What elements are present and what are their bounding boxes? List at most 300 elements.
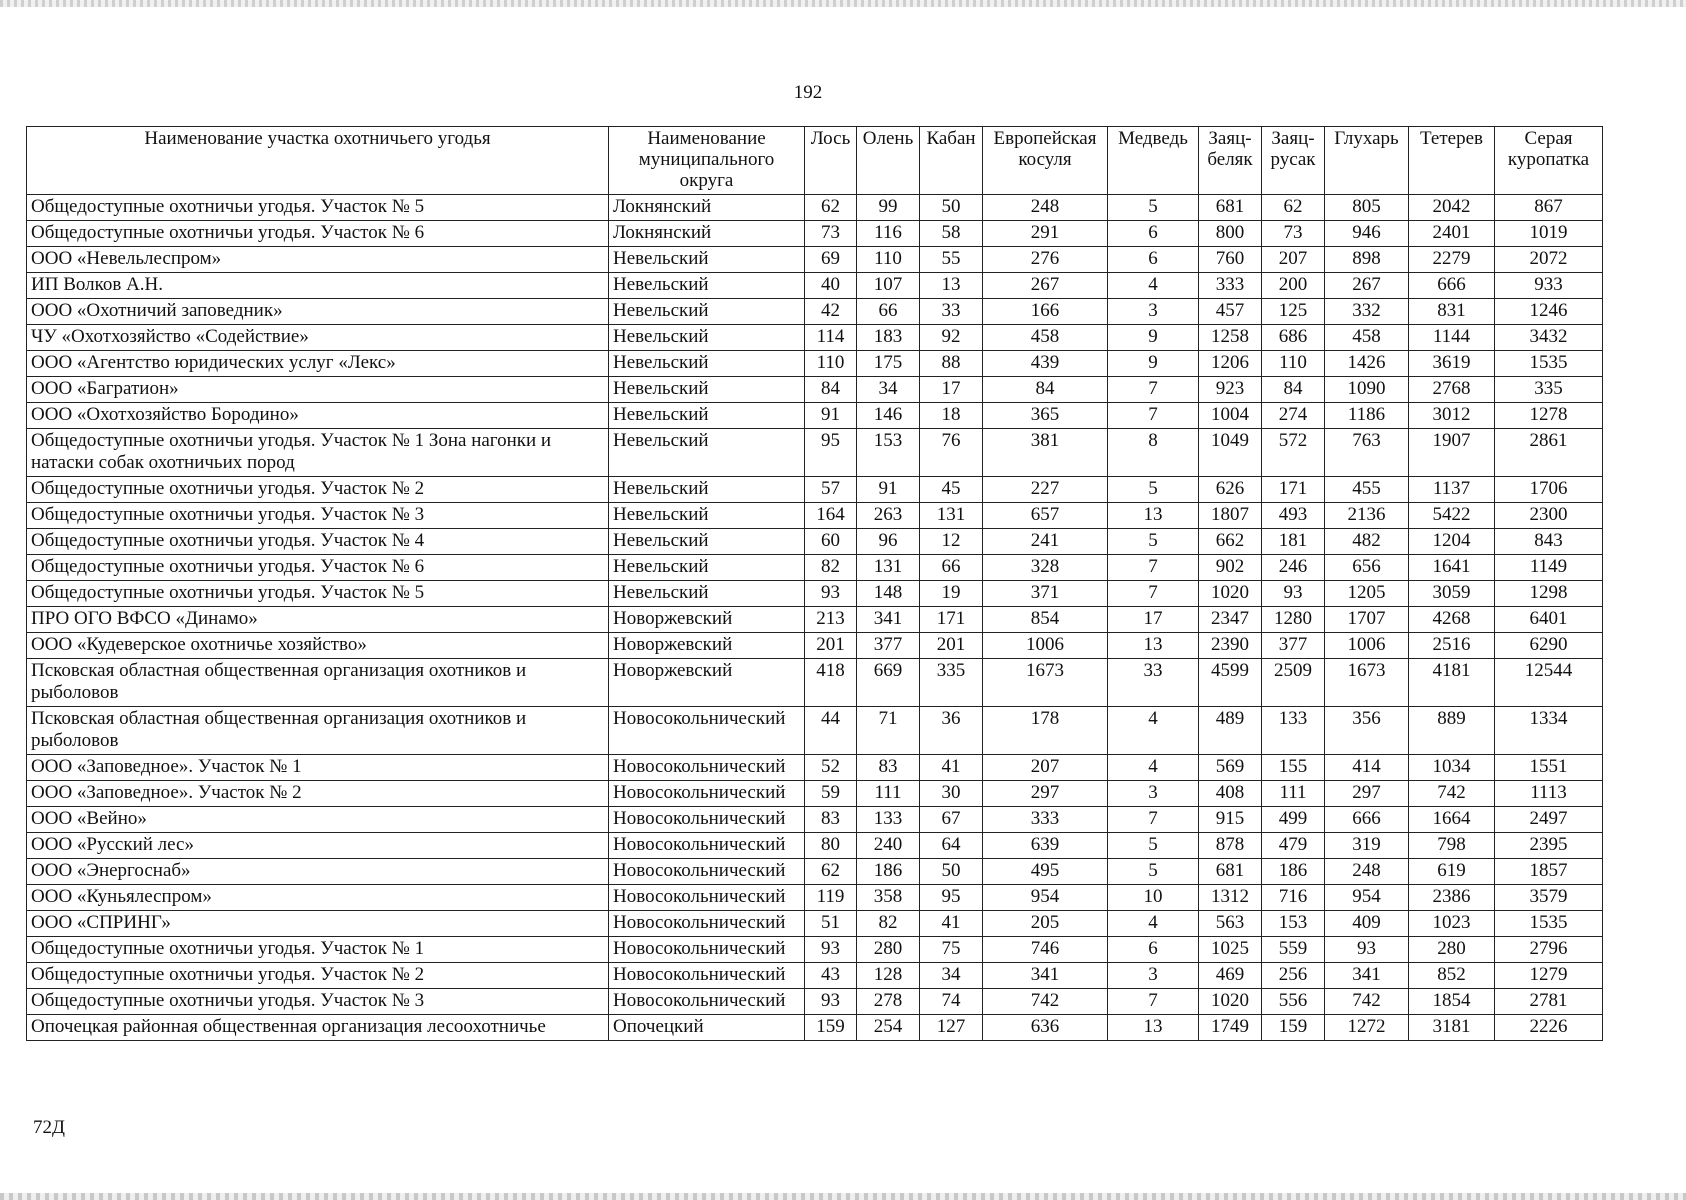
cell-value: 409 (1325, 911, 1409, 937)
cell-value: 1272 (1325, 1015, 1409, 1041)
cell-value: 146 (857, 403, 920, 429)
cell-value: 171 (1262, 477, 1325, 503)
cell-value: 267 (983, 273, 1108, 299)
cell-value: 1664 (1409, 807, 1495, 833)
cell-value: 83 (805, 807, 857, 833)
cell-value: 1749 (1199, 1015, 1262, 1041)
cell-value: 371 (983, 581, 1108, 607)
cell-value: 84 (1262, 377, 1325, 403)
cell-value: 178 (983, 707, 1108, 755)
cell-value: 414 (1325, 755, 1409, 781)
cell-value: 64 (920, 833, 983, 859)
cell-value: 4599 (1199, 659, 1262, 707)
cell-value: 62 (805, 195, 857, 221)
cell-ground-name: Опочецкая районная общественная организация лесоохотничье (27, 1015, 609, 1041)
cell-value: 2796 (1495, 937, 1603, 963)
table-row (27, 989, 1603, 1015)
cell-value: 254 (857, 1015, 920, 1041)
scan-edge-bottom (0, 1193, 1686, 1200)
cell-value: 127 (920, 1015, 983, 1041)
cell-value: 662 (1199, 529, 1262, 555)
table-row (27, 781, 1603, 807)
cell-value: 12 (920, 529, 983, 555)
cell-value: 4 (1108, 755, 1199, 781)
cell-ground-name: Псковская областная общественная организация охотников и рыболовов (27, 659, 609, 707)
cell-district: Новосокольнический (609, 755, 805, 781)
cell-value: 99 (857, 195, 920, 221)
cell-value: 59 (805, 781, 857, 807)
cell-value: 499 (1262, 807, 1325, 833)
cell-value: 381 (983, 429, 1108, 477)
cell-value: 34 (920, 963, 983, 989)
cell-value: 34 (857, 377, 920, 403)
cell-value: 175 (857, 351, 920, 377)
cell-value: 110 (857, 247, 920, 273)
cell-value: 852 (1409, 963, 1495, 989)
header-species: Заяц-беляк (1199, 127, 1262, 195)
cell-value: 666 (1325, 807, 1409, 833)
table-row (27, 377, 1603, 403)
table-row (27, 937, 1603, 963)
cell-district: Новосокольнический (609, 833, 805, 859)
cell-value: 341 (857, 607, 920, 633)
cell-value: 207 (1262, 247, 1325, 273)
cell-value: 1137 (1409, 477, 1495, 503)
cell-value: 2509 (1262, 659, 1325, 707)
cell-ground-name: ООО «Заповедное». Участок № 1 (27, 755, 609, 781)
cell-value: 1857 (1495, 859, 1603, 885)
cell-value: 763 (1325, 429, 1409, 477)
cell-value: 1706 (1495, 477, 1603, 503)
cell-value: 1025 (1199, 937, 1262, 963)
cell-value: 110 (1262, 351, 1325, 377)
cell-value: 1298 (1495, 581, 1603, 607)
cell-value: 1535 (1495, 911, 1603, 937)
cell-value: 2395 (1495, 833, 1603, 859)
cell-value: 66 (920, 555, 983, 581)
cell-value: 8 (1108, 429, 1199, 477)
cell-ground-name: Общедоступные охотничьи угодья. Участок № 2 (27, 477, 609, 503)
cell-value: 267 (1325, 273, 1409, 299)
cell-value: 153 (1262, 911, 1325, 937)
cell-ground-name: Общедоступные охотничьи угодья. Участок № 3 (27, 503, 609, 529)
cell-district: Невельский (609, 581, 805, 607)
cell-value: 84 (805, 377, 857, 403)
cell-value: 3579 (1495, 885, 1603, 911)
cell-value: 1535 (1495, 351, 1603, 377)
cell-value: 902 (1199, 555, 1262, 581)
table-row (27, 299, 1603, 325)
cell-value: 1807 (1199, 503, 1262, 529)
cell-district: Невельский (609, 377, 805, 403)
cell-value: 619 (1409, 859, 1495, 885)
cell-value: 1426 (1325, 351, 1409, 377)
cell-value: 656 (1325, 555, 1409, 581)
cell-value: 341 (983, 963, 1108, 989)
cell-value: 82 (857, 911, 920, 937)
table-row (27, 555, 1603, 581)
cell-value: 186 (1262, 859, 1325, 885)
cell-value: 2347 (1199, 607, 1262, 633)
cell-value: 131 (920, 503, 983, 529)
cell-value: 2226 (1495, 1015, 1603, 1041)
cell-value: 133 (857, 807, 920, 833)
cell-ground-name: ООО «Багратион» (27, 377, 609, 403)
cell-value: 6 (1108, 221, 1199, 247)
cell-value: 482 (1325, 529, 1409, 555)
cell-value: 1673 (983, 659, 1108, 707)
cell-value: 57 (805, 477, 857, 503)
cell-district: Невельский (609, 555, 805, 581)
footer-code: 72Д (33, 1117, 65, 1138)
header-name: Наименование участка охотничьего угодья (27, 127, 609, 195)
cell-value: 7 (1108, 555, 1199, 581)
cell-ground-name: ПРО ОГО ВФСО «Динамо» (27, 607, 609, 633)
cell-value: 131 (857, 555, 920, 581)
cell-value: 111 (1262, 781, 1325, 807)
cell-ground-name: ООО «СПРИНГ» (27, 911, 609, 937)
cell-value: 7 (1108, 989, 1199, 1015)
cell-value: 954 (983, 885, 1108, 911)
cell-value: 1278 (1495, 403, 1603, 429)
cell-value: 335 (1495, 377, 1603, 403)
cell-value: 12544 (1495, 659, 1603, 707)
header-species: Европейская косуля (983, 127, 1108, 195)
cell-district: Невельский (609, 273, 805, 299)
cell-value: 30 (920, 781, 983, 807)
cell-value: 17 (1108, 607, 1199, 633)
cell-value: 297 (1325, 781, 1409, 807)
cell-value: 495 (983, 859, 1108, 885)
cell-value: 2861 (1495, 429, 1603, 477)
cell-value: 280 (1409, 937, 1495, 963)
cell-value: 933 (1495, 273, 1603, 299)
cell-value: 4 (1108, 911, 1199, 937)
cell-value: 36 (920, 707, 983, 755)
cell-value: 356 (1325, 707, 1409, 755)
cell-value: 278 (857, 989, 920, 1015)
cell-value: 6290 (1495, 633, 1603, 659)
cell-value: 4 (1108, 273, 1199, 299)
cell-value: 2386 (1409, 885, 1495, 911)
cell-value: 88 (920, 351, 983, 377)
table-row (27, 403, 1603, 429)
table-row (27, 221, 1603, 247)
cell-value: 1206 (1199, 351, 1262, 377)
cell-district: Новосокольнический (609, 781, 805, 807)
table-row (27, 807, 1603, 833)
cell-value: 439 (983, 351, 1108, 377)
table-row (27, 911, 1603, 937)
cell-value: 6 (1108, 937, 1199, 963)
cell-value: 67 (920, 807, 983, 833)
cell-value: 119 (805, 885, 857, 911)
cell-value: 7 (1108, 377, 1199, 403)
cell-value: 76 (920, 429, 983, 477)
cell-value: 5422 (1409, 503, 1495, 529)
cell-value: 742 (1325, 989, 1409, 1015)
cell-district: Невельский (609, 299, 805, 325)
cell-value: 153 (857, 429, 920, 477)
cell-value: 55 (920, 247, 983, 273)
table-row (27, 833, 1603, 859)
cell-value: 4 (1108, 707, 1199, 755)
cell-value: 843 (1495, 529, 1603, 555)
cell-value: 333 (983, 807, 1108, 833)
table-row (27, 581, 1603, 607)
cell-value: 52 (805, 755, 857, 781)
cell-value: 1204 (1409, 529, 1495, 555)
cell-value: 166 (983, 299, 1108, 325)
cell-value: 246 (1262, 555, 1325, 581)
cell-value: 867 (1495, 195, 1603, 221)
cell-value: 84 (983, 377, 1108, 403)
cell-value: 5 (1108, 859, 1199, 885)
cell-value: 276 (983, 247, 1108, 273)
cell-value: 2781 (1495, 989, 1603, 1015)
cell-district: Новоржевский (609, 633, 805, 659)
cell-value: 1641 (1409, 555, 1495, 581)
cell-ground-name: Общедоступные охотничьи угодья. Участок № 4 (27, 529, 609, 555)
cell-value: 111 (857, 781, 920, 807)
cell-ground-name: Общедоступные охотничьи угодья. Участок № 5 (27, 195, 609, 221)
cell-value: 13 (920, 273, 983, 299)
cell-value: 263 (857, 503, 920, 529)
cell-value: 183 (857, 325, 920, 351)
cell-value: 3432 (1495, 325, 1603, 351)
cell-value: 377 (1262, 633, 1325, 659)
cell-district: Локнянский (609, 195, 805, 221)
cell-value: 3 (1108, 963, 1199, 989)
cell-ground-name: Общедоступные охотничьи угодья. Участок № 2 (27, 963, 609, 989)
cell-ground-name: ООО «Агентство юридических услуг «Лекс» (27, 351, 609, 377)
table-row (27, 859, 1603, 885)
cell-value: 227 (983, 477, 1108, 503)
header-species: Олень (857, 127, 920, 195)
cell-value: 159 (1262, 1015, 1325, 1041)
cell-value: 5 (1108, 529, 1199, 555)
table-row (27, 429, 1603, 477)
cell-value: 95 (805, 429, 857, 477)
cell-value: 116 (857, 221, 920, 247)
cell-value: 1279 (1495, 963, 1603, 989)
cell-value: 256 (1262, 963, 1325, 989)
cell-district: Невельский (609, 529, 805, 555)
header-species: Медведь (1108, 127, 1199, 195)
cell-district: Новосокольнический (609, 911, 805, 937)
cell-value: 1334 (1495, 707, 1603, 755)
cell-value: 742 (983, 989, 1108, 1015)
cell-value: 71 (857, 707, 920, 755)
cell-value: 66 (857, 299, 920, 325)
cell-value: 639 (983, 833, 1108, 859)
cell-value: 746 (983, 937, 1108, 963)
cell-value: 75 (920, 937, 983, 963)
cell-value: 800 (1199, 221, 1262, 247)
cell-value: 681 (1199, 859, 1262, 885)
cell-value: 1020 (1199, 989, 1262, 1015)
table-row (27, 963, 1603, 989)
cell-value: 205 (983, 911, 1108, 937)
cell-value: 458 (983, 325, 1108, 351)
cell-value: 3059 (1409, 581, 1495, 607)
cell-ground-name: Общедоступные охотничьи угодья. Участок № 1 Зона нагонки и натаски собак охотничьих пород (27, 429, 609, 477)
cell-ground-name: ООО «Заповедное». Участок № 2 (27, 781, 609, 807)
cell-district: Новосокольнический (609, 963, 805, 989)
cell-value: 2390 (1199, 633, 1262, 659)
cell-value: 332 (1325, 299, 1409, 325)
cell-value: 923 (1199, 377, 1262, 403)
cell-value: 1049 (1199, 429, 1262, 477)
cell-value: 2279 (1409, 247, 1495, 273)
cell-value: 1034 (1409, 755, 1495, 781)
cell-value: 1006 (1325, 633, 1409, 659)
cell-value: 669 (857, 659, 920, 707)
cell-value: 207 (983, 755, 1108, 781)
cell-value: 274 (1262, 403, 1325, 429)
cell-ground-name: ООО «Охотхозяйство Бородино» (27, 403, 609, 429)
cell-value: 898 (1325, 247, 1409, 273)
cell-value: 2300 (1495, 503, 1603, 529)
cell-value: 1113 (1495, 781, 1603, 807)
cell-value: 2497 (1495, 807, 1603, 833)
cell-value: 58 (920, 221, 983, 247)
table-body (27, 195, 1603, 1041)
cell-value: 241 (983, 529, 1108, 555)
cell-value: 43 (805, 963, 857, 989)
cell-value: 569 (1199, 755, 1262, 781)
cell-district: Невельский (609, 403, 805, 429)
cell-ground-name: Общедоступные охотничьи угодья. Участок № 3 (27, 989, 609, 1015)
cell-value: 878 (1199, 833, 1262, 859)
cell-district: Невельский (609, 247, 805, 273)
cell-value: 358 (857, 885, 920, 911)
cell-value: 73 (1262, 221, 1325, 247)
cell-district: Локнянский (609, 221, 805, 247)
cell-value: 280 (857, 937, 920, 963)
header-species: Заяц-русак (1262, 127, 1325, 195)
table-row (27, 1015, 1603, 1041)
cell-value: 458 (1325, 325, 1409, 351)
cell-ground-name: ООО «Энергоснаб» (27, 859, 609, 885)
cell-value: 493 (1262, 503, 1325, 529)
cell-district: Невельский (609, 477, 805, 503)
cell-value: 1707 (1325, 607, 1409, 633)
cell-ground-name: ООО «Русский лес» (27, 833, 609, 859)
cell-value: 110 (805, 351, 857, 377)
cell-value: 128 (857, 963, 920, 989)
header-species: Лось (805, 127, 857, 195)
cell-ground-name: ООО «Невельлеспром» (27, 247, 609, 273)
header-species: Глухарь (1325, 127, 1409, 195)
cell-value: 248 (983, 195, 1108, 221)
cell-value: 159 (805, 1015, 857, 1041)
cell-value: 3 (1108, 299, 1199, 325)
table-row (27, 351, 1603, 377)
scan-edge-top (0, 0, 1686, 7)
table-row (27, 755, 1603, 781)
cell-district: Новосокольнический (609, 989, 805, 1015)
cell-district: Новоржевский (609, 659, 805, 707)
cell-value: 7 (1108, 403, 1199, 429)
cell-ground-name: ИП Волков А.Н. (27, 273, 609, 299)
cell-value: 4181 (1409, 659, 1495, 707)
cell-value: 6401 (1495, 607, 1603, 633)
cell-value: 563 (1199, 911, 1262, 937)
cell-value: 319 (1325, 833, 1409, 859)
cell-value: 1090 (1325, 377, 1409, 403)
cell-value: 13 (1108, 1015, 1199, 1041)
cell-value: 9 (1108, 325, 1199, 351)
cell-value: 213 (805, 607, 857, 633)
cell-value: 155 (1262, 755, 1325, 781)
cell-value: 333 (1199, 273, 1262, 299)
cell-district: Новоржевский (609, 607, 805, 633)
cell-value: 469 (1199, 963, 1262, 989)
cell-value: 377 (857, 633, 920, 659)
cell-value: 17 (920, 377, 983, 403)
cell-value: 1144 (1409, 325, 1495, 351)
cell-value: 455 (1325, 477, 1409, 503)
cell-value: 365 (983, 403, 1108, 429)
cell-value: 44 (805, 707, 857, 755)
cell-value: 50 (920, 859, 983, 885)
cell-value: 1551 (1495, 755, 1603, 781)
cell-value: 62 (805, 859, 857, 885)
cell-value: 5 (1108, 195, 1199, 221)
cell-value: 74 (920, 989, 983, 1015)
cell-value: 1280 (1262, 607, 1325, 633)
cell-value: 479 (1262, 833, 1325, 859)
cell-value: 82 (805, 555, 857, 581)
table-row (27, 707, 1603, 755)
cell-value: 73 (805, 221, 857, 247)
cell-value: 760 (1199, 247, 1262, 273)
cell-value: 96 (857, 529, 920, 555)
cell-value: 1006 (983, 633, 1108, 659)
cell-ground-name: ЧУ «Охотхозяйство «Содействие» (27, 325, 609, 351)
cell-value: 42 (805, 299, 857, 325)
cell-district: Новосокольнический (609, 885, 805, 911)
cell-district: Новосокольнический (609, 807, 805, 833)
cell-value: 1019 (1495, 221, 1603, 247)
cell-value: 4268 (1409, 607, 1495, 633)
table-row (27, 273, 1603, 299)
cell-value: 19 (920, 581, 983, 607)
cell-district: Новосокольнический (609, 707, 805, 755)
cell-value: 335 (920, 659, 983, 707)
cell-value: 93 (805, 581, 857, 607)
cell-value: 107 (857, 273, 920, 299)
table-row (27, 195, 1603, 221)
cell-value: 248 (1325, 859, 1409, 885)
cell-value: 1673 (1325, 659, 1409, 707)
cell-value: 33 (920, 299, 983, 325)
table-row (27, 325, 1603, 351)
cell-value: 626 (1199, 477, 1262, 503)
cell-value: 1312 (1199, 885, 1262, 911)
cell-value: 201 (920, 633, 983, 659)
table-row (27, 247, 1603, 273)
cell-value: 657 (983, 503, 1108, 529)
cell-value: 45 (920, 477, 983, 503)
cell-district: Невельский (609, 325, 805, 351)
cell-value: 133 (1262, 707, 1325, 755)
cell-ground-name: ООО «Куньялеспром» (27, 885, 609, 911)
cell-value: 805 (1325, 195, 1409, 221)
table-row (27, 633, 1603, 659)
cell-value: 831 (1409, 299, 1495, 325)
